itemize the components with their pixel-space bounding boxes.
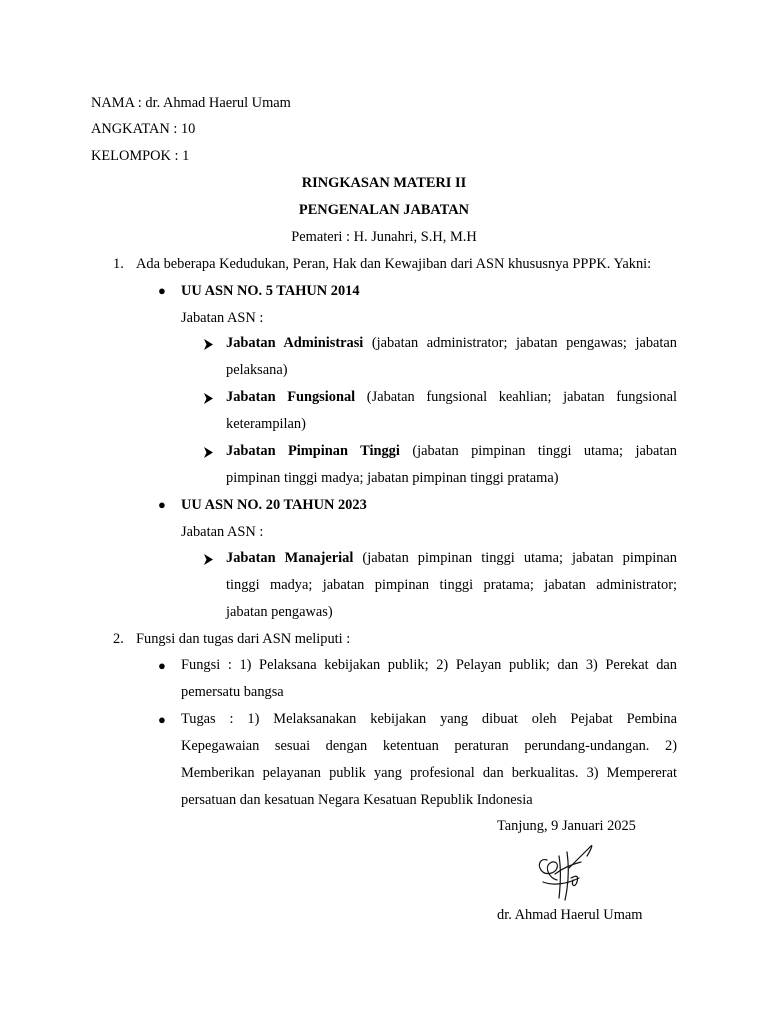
fungsi-line: Fungsi : 1) Pelaksana kebijakan publik; 2) Pelayan publik; dan 3) Perekat dan (181, 657, 677, 673)
signature-image (533, 838, 599, 909)
arrow-bullet-icon (203, 443, 214, 458)
bullet-icon: ● (158, 497, 166, 512)
list-item (226, 330, 677, 384)
item-desc: (jabatan pimpinan tinggi utama; jabatan (399, 443, 677, 459)
speaker-line: Pemateri : H. Junahri, S.H, M.H (291, 229, 477, 245)
item-desc: (Jabatan fungsional keahlian; jabatan fungsional (355, 389, 677, 405)
fungsi-line: pemersatu bangsa (181, 684, 284, 700)
document-title: RINGKASAN MATERI II (301, 175, 467, 191)
tugas-line: Tugas : 1) Melaksanakan kebijakan yang dibuat oleh Pejabat Pembina (181, 711, 677, 727)
document-subtitle: PENGENALAN JABATAN (298, 202, 470, 218)
tugas-paragraph (181, 706, 677, 814)
law-2-title: UU ASN NO. 20 TAHUN 2023 (181, 497, 367, 513)
item-term: Jabatan Pimpinan Tinggi (226, 443, 400, 459)
item-desc-cont: pimpinan tinggi madya; jabatan pimpinan tinggi pratama) (226, 470, 559, 486)
arrow-bullet-icon (203, 550, 214, 565)
tugas-line: Kepegawaian sesuai dengan ketentuan peraturan perundang-undangan. 2) (181, 738, 677, 754)
item-term: Jabatan Manajerial (226, 550, 354, 566)
list-item (226, 438, 677, 492)
section-2-number: 2. (113, 631, 124, 647)
item-desc-cont: tinggi madya; jabatan pimpinan tinggi pratama; jabatan administrator; (226, 577, 677, 593)
signer-name: dr. Ahmad Haerul Umam (497, 907, 643, 923)
batch-number: ANGKATAN : 10 (91, 121, 196, 137)
law-1-title: UU ASN NO. 5 TAHUN 2014 (181, 283, 360, 299)
item-desc: (jabatan administrator; jabatan pengawas; jabatan (363, 335, 677, 351)
place-date: Tanjung, 9 Januari 2025 (497, 818, 636, 834)
arrow-bullet-icon (203, 335, 214, 350)
group-number: KELOMPOK : 1 (91, 148, 190, 164)
section-1-intro: Ada beberapa Kedudukan, Peran, Hak dan Kewajiban dari ASN khususnya PPPK. Yakni: (136, 256, 652, 272)
item-desc: (jabatan pimpinan tinggi utama; jabatan pimpinan (353, 550, 677, 566)
law-2-subtitle: Jabatan ASN : (181, 524, 264, 540)
bullet-icon: ● (158, 283, 166, 298)
tugas-line: persatuan dan kesatuan Negara Kesatuan Republik Indonesia (181, 792, 533, 808)
law-1-subtitle: Jabatan ASN : (181, 310, 264, 326)
item-desc-cont: pelaksana) (226, 362, 288, 378)
arrow-bullet-icon (203, 389, 214, 404)
section-2-intro: Fungsi dan tugas dari ASN meliputi : (136, 631, 351, 647)
bullet-icon: ● (158, 658, 166, 673)
item-desc-cont: keterampilan) (226, 416, 306, 432)
student-name: NAMA : dr. Ahmad Haerul Umam (91, 95, 291, 111)
item-term: Jabatan Fungsional (226, 389, 356, 405)
fungsi-paragraph (181, 652, 677, 706)
bullet-icon: ● (158, 712, 166, 727)
tugas-line: Memberikan pelayanan publik yang profesional dan berkualitas. 3) Mempererat (181, 765, 677, 781)
item-term: Jabatan Administrasi (226, 335, 364, 351)
section-1-number: 1. (113, 256, 124, 272)
list-item (226, 545, 677, 626)
list-item (226, 384, 677, 438)
item-desc-cont: jabatan pengawas) (226, 604, 333, 620)
